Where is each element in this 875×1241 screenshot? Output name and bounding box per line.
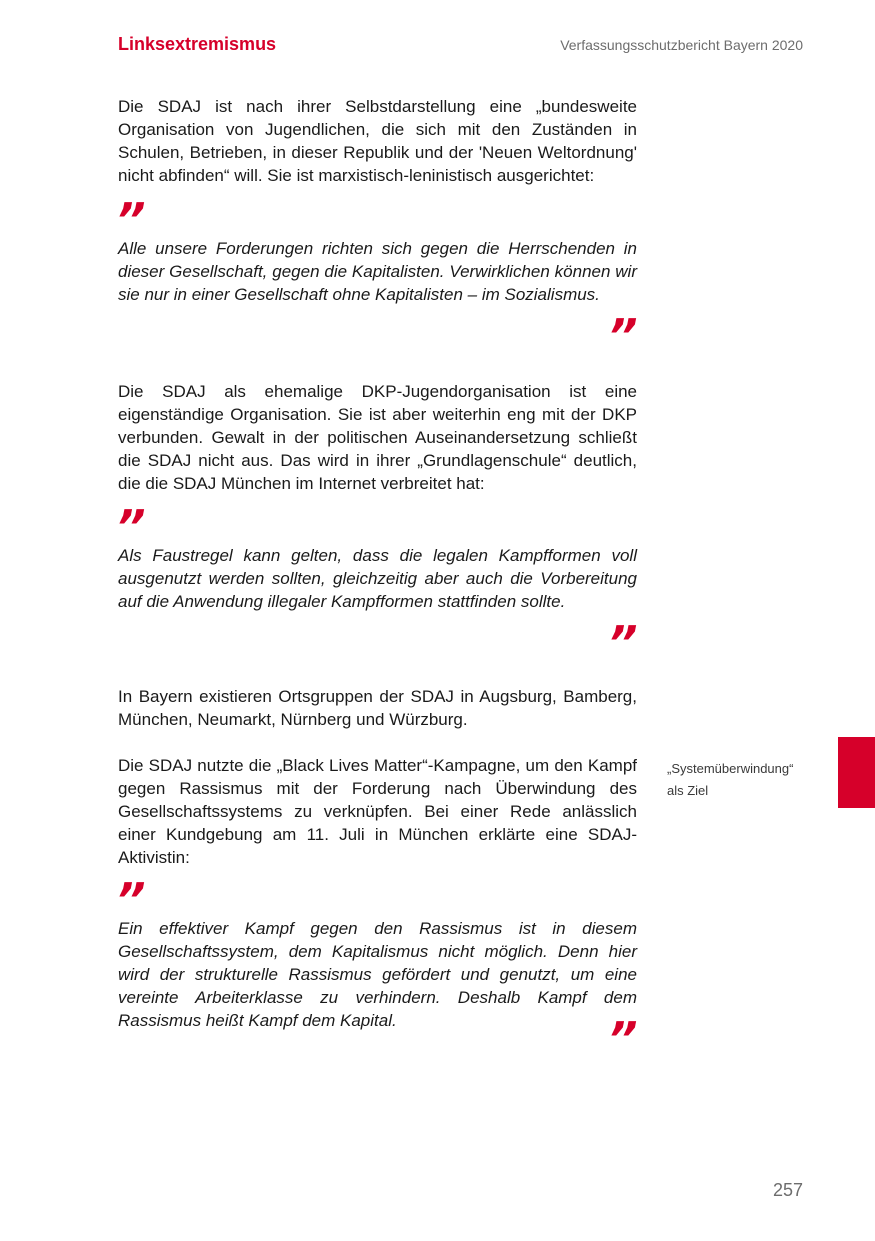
paragraph-intro: Die SDAJ ist nach ihrer Selbstdarstellung eine „bundesweite Organisation von Jugendlichen, die sich mit den Zuständen in Schulen, Betrieben, in dieser Republik und der 'Neuen Weltordnung' nicht abfinden“ will. Sie ist marxistisch-leninistisch ausgerichtet: [118, 97, 637, 185]
quote-open-icon: ” [116, 500, 146, 554]
quote-close-icon: ” [608, 309, 638, 363]
publication-title: Verfassungsschutzbericht Bayern 2020 [560, 37, 803, 53]
quote-open-icon: ” [116, 873, 146, 927]
quote-open-icon: ” [116, 193, 146, 247]
quote-close-icon: ” [608, 1012, 638, 1066]
quote-rassismus: Ein effektiver Kampf gegen den Rassismus ist in diesem Gesellschaftssystem, dem Kapitalismus nicht möglich. Denn hier wird der strukturelle Rassismus gefördert und genutzt, um eine vereinte Arbeiterklasse zu verhindern. Deshalb Kampf dem Rassismus heißt Kampf dem Kapital. [118, 919, 637, 1030]
chapter-tab-marker [838, 737, 875, 808]
quote-close-icon: ” [608, 616, 638, 670]
quote-faustregel: Als Faustregel kann gelten, dass die legalen Kampfformen voll ausgenutzt werden sollten, gleichzeitig aber auch die Vorbereitung auf die Anwendung illegaler Kampfformen stattfinden sollte. [118, 546, 637, 611]
paragraph-black-lives-matter: Die SDAJ nutzte die „Black Lives Matter“-Kampagne, um den Kampf gegen Rassismus mit der Forderung nach Überwindung des Gesellschaftssystems zu verknüpfen. Bei einer Rede anlässlich einer Kundgebung am 11. Juli in München erklärte eine SDAJ-Aktivistin: [118, 756, 637, 867]
page-number: 257 [772, 1180, 803, 1200]
paragraph-ortsgruppen: In Bayern existieren Ortsgruppen der SDAJ in Augsburg, Bamberg, München, Neumarkt, Nürnberg und Würzburg. [118, 687, 637, 729]
margin-note: „Systemüberwindung“ als Ziel [667, 761, 794, 798]
quote-forderungen: Alle unsere Forderungen richten sich gegen die Herrschenden in dieser Gesellschaft, gegen die Kapitalisten. Verwirklichen können wir sie nur in einer Gesellschaft ohne Kapitalisten – im Sozialismus. [118, 239, 637, 304]
paragraph-dkp: Die SDAJ als ehemalige DKP-Jugendorganisation ist eine eigenständige Organisation. Sie ist aber weiterhin eng mit der DKP verbunden. Gewalt in der politischen Auseinandersetzung schließt die SDAJ nicht aus. Das wird in ihrer „Grundlagenschule“ deutlich, die die SDAJ München im Internet verbreitet hat: [118, 382, 637, 493]
section-title: Linksextremismus [118, 34, 277, 54]
